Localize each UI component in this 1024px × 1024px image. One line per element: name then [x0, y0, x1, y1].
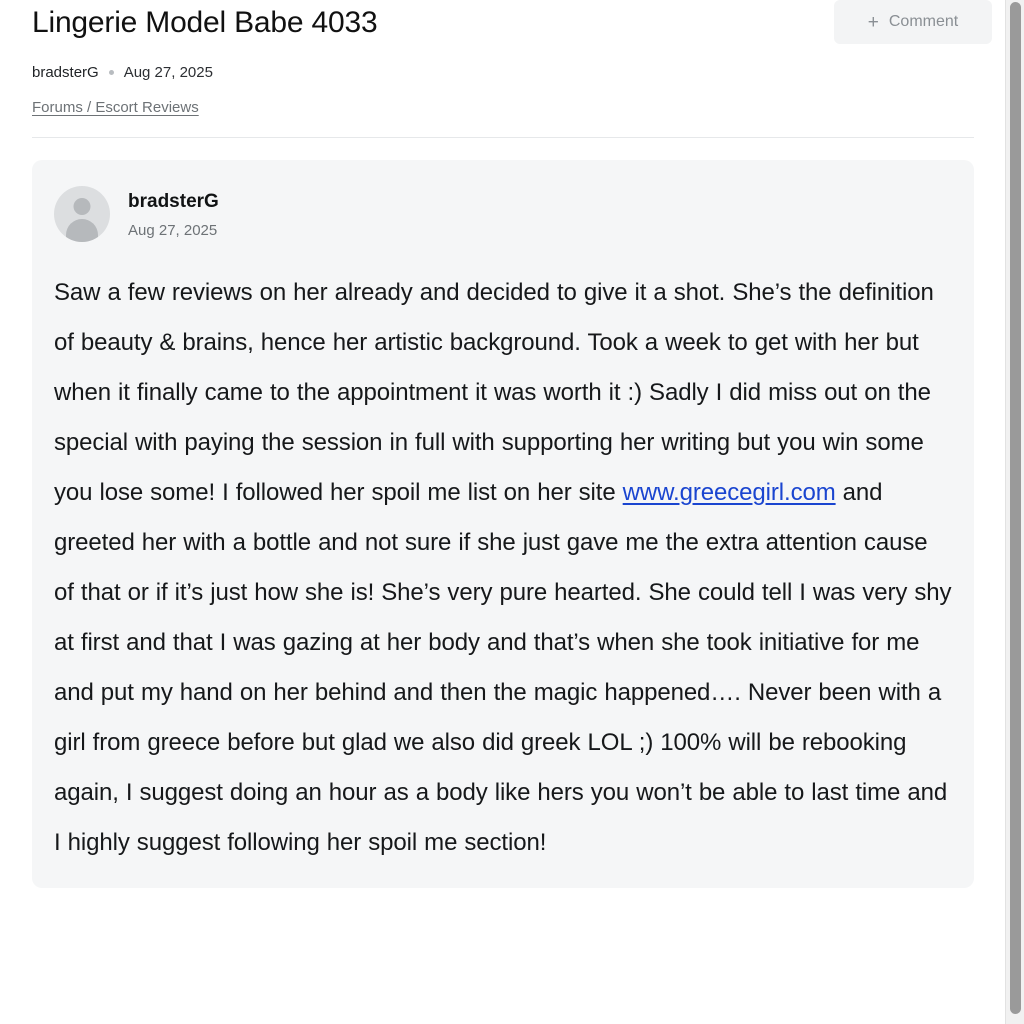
comment-button-label: Comment: [888, 13, 959, 30]
thread-byline: [32, 64, 974, 81]
post-date: Aug 27, 2025: [128, 222, 218, 239]
separator-dot-icon: [109, 70, 114, 75]
post-header: [54, 186, 952, 242]
post-meta: [128, 186, 219, 241]
scrollbar-thumb[interactable]: [1010, 2, 1021, 1014]
vertical-scrollbar[interactable]: [1005, 0, 1024, 1024]
post-author[interactable]: bradsterG: [128, 191, 219, 212]
post-body-text-after-link: and greeted her with a bottle and not sure if she just gave me the extra attention cause of that or if it’s just how she is! She’s very pure hearted. She could tell I was very shy at first and that I was gazing at her body and that’s when she took initiative for me and put my hand on her behind and then the magic happened…. Never been with a girl from greece before but glad we also did greek LOL ;) 100% will be rebooking again, I suggest doing an hour as a body like hers you won’t be able to last time and I highly suggest following her spoil me section!: [54, 479, 952, 856]
thread-author: bradsterG: [32, 64, 99, 81]
comment-button[interactable]: [834, 0, 992, 44]
thread-header: [0, 0, 1006, 138]
post-card: [32, 160, 974, 888]
external-link[interactable]: www.greecegirl.com: [622, 479, 836, 506]
plus-icon: +: [867, 11, 879, 33]
avatar-head-shape: [74, 198, 91, 215]
user-avatar-icon[interactable]: [54, 186, 110, 242]
avatar-body-shape: [66, 219, 98, 242]
thread-date: Aug 27, 2025: [123, 64, 213, 81]
breadcrumb[interactable]: Forums / Escort Reviews: [32, 99, 199, 116]
page-title: Lingerie Model Babe 4033: [32, 6, 378, 39]
post-body-text-before-link: Saw a few reviews on her already and decided to give it a shot. She’s the definition of beauty & brains, hence her artistic background. Took a week to get with her but when it finally came to the appointment it was worth it :) Sadly I did miss out on the special with paying the session in full with supporting her writing but you win some you lose some! I followed her spoil me list on her site: [54, 279, 934, 506]
header-divider: [32, 137, 974, 138]
post-body: [54, 268, 952, 868]
